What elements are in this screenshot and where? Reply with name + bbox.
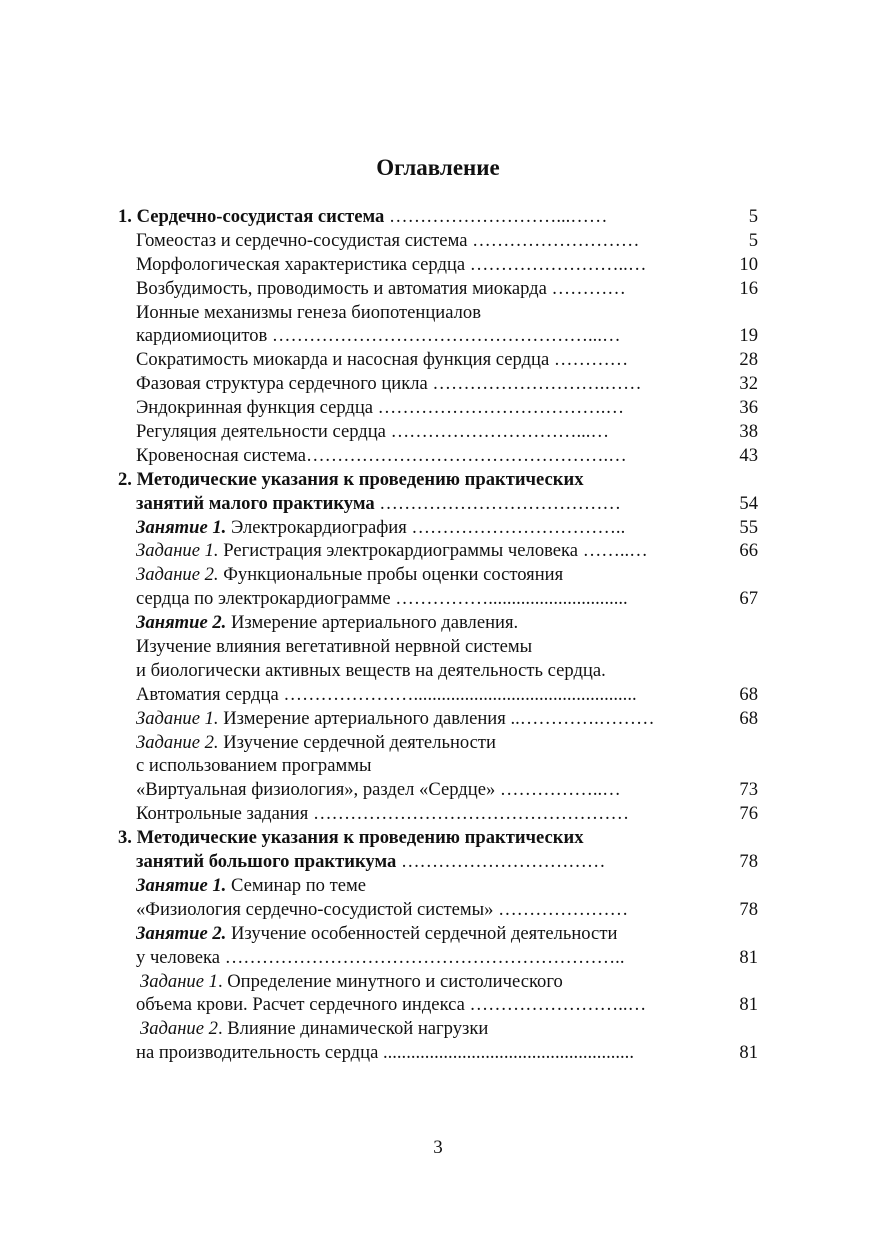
toc-entry	[118, 563, 758, 587]
toc-entry-text	[136, 707, 703, 731]
toc-page-number: 5	[748, 206, 758, 227]
toc-entry-text: Гомеостаз и сердечно-сосудистая система ………………………	[136, 229, 640, 251]
toc-entry-text: «Физиология сердечно-сосудистой системы» …………………	[136, 898, 629, 920]
toc-entry-text: Ионные механизмы генеза биопотенциалов	[136, 301, 482, 323]
toc-entry-text	[140, 970, 703, 994]
toc-entry	[118, 205, 758, 229]
toc-entry-text	[136, 539, 703, 563]
toc-entry	[118, 348, 758, 372]
toc-entry-title: Функциональные пробы оценки состояния	[218, 564, 564, 586]
toc-entry	[118, 993, 758, 1017]
toc-entry-text	[136, 611, 703, 635]
toc-entry-title: . Влияние динамической нагрузки	[217, 1018, 489, 1040]
toc-entry	[118, 492, 758, 516]
toc-task-label: Задание 1	[140, 970, 218, 992]
toc-page-number: 73	[739, 779, 758, 801]
toc-entry	[118, 826, 758, 850]
toc-entry	[118, 946, 758, 970]
toc-entry-text: и биологически активных веществ на деятельность сердца.	[136, 659, 606, 681]
toc-entry	[118, 372, 758, 396]
toc-entry-title: Семинар по теме	[226, 874, 367, 896]
toc-page-number: 68	[739, 683, 758, 705]
toc-entry-title: . Определение минутного и систолического	[217, 970, 563, 992]
toc-entry-title: Изучение особенностей сердечной деятельности	[226, 922, 618, 944]
toc-section-title: 2. Методические указания к проведению практических	[118, 468, 584, 490]
toc-page-number: 32	[739, 373, 758, 395]
toc-entry-title: Измерение артериального давления.	[226, 612, 519, 634]
toc-page-number: 66	[739, 540, 758, 562]
toc-section-title: занятий большого практикума	[136, 851, 397, 873]
toc-entry	[118, 802, 758, 826]
toc-page-number: 67	[739, 588, 758, 610]
toc-page-number: 68	[739, 707, 758, 729]
toc-entry	[118, 898, 758, 922]
toc-entry	[118, 1017, 758, 1041]
toc-entry-title: Электрокардиография ……………………………..	[226, 516, 626, 538]
toc-entry-title: Изучение сердечной деятельности	[218, 731, 496, 753]
toc-entry-text	[136, 563, 703, 587]
toc-entry-text: у человека ………………………………………………………..	[136, 946, 625, 968]
toc-entry	[118, 1041, 758, 1065]
toc-entry-text: Эндокринная функция сердца ……………………………….…	[136, 397, 625, 419]
toc-section-title: занятий малого практикума	[136, 492, 375, 514]
toc-entry	[118, 253, 758, 277]
toc-task-label: Задание 2.	[136, 564, 219, 586]
toc-entry-text: Возбудимость, проводимость и автоматия миокарда …………	[136, 277, 626, 299]
toc-section-title: 1. Сердечно-сосудистая система	[118, 206, 385, 227]
toc-entry	[118, 754, 758, 778]
toc-page-number: 28	[739, 349, 758, 371]
toc-entry-text	[136, 850, 703, 874]
toc-entry-text: сердца по электрокардиограмме ……………..............................	[136, 588, 628, 610]
toc-entry	[118, 539, 758, 563]
toc-entry	[118, 922, 758, 946]
toc-entry	[118, 874, 758, 898]
toc-section-title: 3. Методические указания к проведению практических	[118, 827, 584, 849]
toc-entry-text: Кровеносная система………………………………………….…	[136, 444, 627, 466]
toc-leader: …………………………………	[374, 492, 622, 514]
toc-entry	[118, 659, 758, 683]
toc-leader: ……………………………	[396, 851, 606, 873]
toc-entry	[118, 850, 758, 874]
toc-entry-title: Регистрация электрокардиограммы человека ……..…	[218, 540, 648, 562]
page-number: 3	[433, 1137, 443, 1158]
toc-entry	[118, 778, 758, 802]
toc-entry-text: Фазовая структура сердечного цикла ……………………….……	[136, 373, 642, 395]
table-of-contents	[118, 205, 758, 1065]
toc-page-number: 36	[739, 397, 758, 419]
toc-page-number: 76	[739, 803, 758, 825]
toc-entry-text: Автоматия сердца …………………................................................	[136, 683, 637, 705]
toc-entry-text: Изучение влияния вегетативной нервной системы	[136, 636, 533, 658]
toc-task-label: Задание 1.	[136, 540, 219, 562]
toc-lesson-label: Занятие 2.	[136, 612, 227, 634]
toc-entry	[118, 683, 758, 707]
toc-task-label: Задание 2	[140, 1018, 218, 1040]
toc-entry	[118, 587, 758, 611]
toc-entry	[118, 611, 758, 635]
toc-entry	[118, 635, 758, 659]
toc-page-number: 16	[739, 277, 758, 299]
toc-page-number: 55	[739, 516, 758, 538]
toc-page-number: 10	[739, 253, 758, 275]
toc-page-number: 54	[739, 492, 758, 514]
toc-entry-text: Контрольные задания ……………………………………………	[136, 803, 630, 825]
toc-page-number: 43	[739, 444, 758, 466]
toc-task-label: Задание 2.	[136, 731, 219, 753]
toc-leader: ………………………...……	[384, 206, 608, 227]
toc-entry	[118, 301, 758, 325]
toc-page-number: 38	[739, 421, 758, 443]
toc-lesson-label: Занятие 2.	[136, 922, 227, 944]
toc-entry-text: на производительность сердца ......................................................	[136, 1042, 634, 1064]
toc-entry-text	[136, 516, 703, 540]
toc-entry	[118, 707, 758, 731]
toc-entry-text: объема крови. Расчет сердечного индекса ……………………..…	[136, 994, 647, 1016]
toc-page-number: 81	[739, 946, 758, 968]
toc-entry-text	[136, 922, 703, 946]
toc-lesson-label: Занятие 1.	[136, 874, 227, 896]
toc-entry	[118, 229, 758, 253]
toc-entry	[118, 396, 758, 420]
toc-entry-text	[118, 826, 703, 850]
toc-lesson-label: Занятие 1.	[136, 516, 227, 538]
toc-page-number: 19	[739, 325, 758, 347]
toc-entry-text	[136, 731, 703, 755]
toc-entry	[118, 324, 758, 348]
toc-page-number: 78	[739, 851, 758, 873]
toc-entry	[118, 420, 758, 444]
toc-entry	[118, 516, 758, 540]
toc-page-number: 81	[739, 1042, 758, 1064]
toc-entry	[118, 444, 758, 468]
toc-entry-text: Сократимость миокарда и насосная функция сердца …………	[136, 349, 629, 371]
page-title: Оглавление	[376, 155, 500, 180]
toc-entry	[118, 468, 758, 492]
toc-page-number: 81	[739, 994, 758, 1016]
toc-task-label: Задание 1.	[136, 707, 219, 729]
toc-entry-text: кардиомиоцитов ……………………………………………...…	[136, 325, 621, 347]
toc-entry-title: Измерение артериального давления ..………….………	[218, 707, 655, 729]
toc-entry	[118, 731, 758, 755]
toc-entry-text: Регуляция деятельности сердца …………………………...…	[136, 421, 610, 443]
toc-page-number: 5	[748, 229, 758, 251]
toc-entry	[118, 970, 758, 994]
toc-page-number: 78	[739, 898, 758, 920]
toc-entry-text: Морфологическая характеристика сердца ……………………..…	[136, 253, 647, 275]
toc-entry-text	[136, 874, 703, 898]
toc-entry-text	[136, 492, 703, 516]
toc-entry-text: с использованием программы	[136, 755, 372, 777]
toc-entry	[118, 277, 758, 301]
toc-entry-text	[118, 468, 703, 492]
toc-entry-text	[140, 1017, 703, 1041]
toc-entry-text: «Виртуальная физиология», раздел «Сердце» ……………..…	[136, 779, 621, 801]
toc-entry-text	[118, 205, 703, 229]
